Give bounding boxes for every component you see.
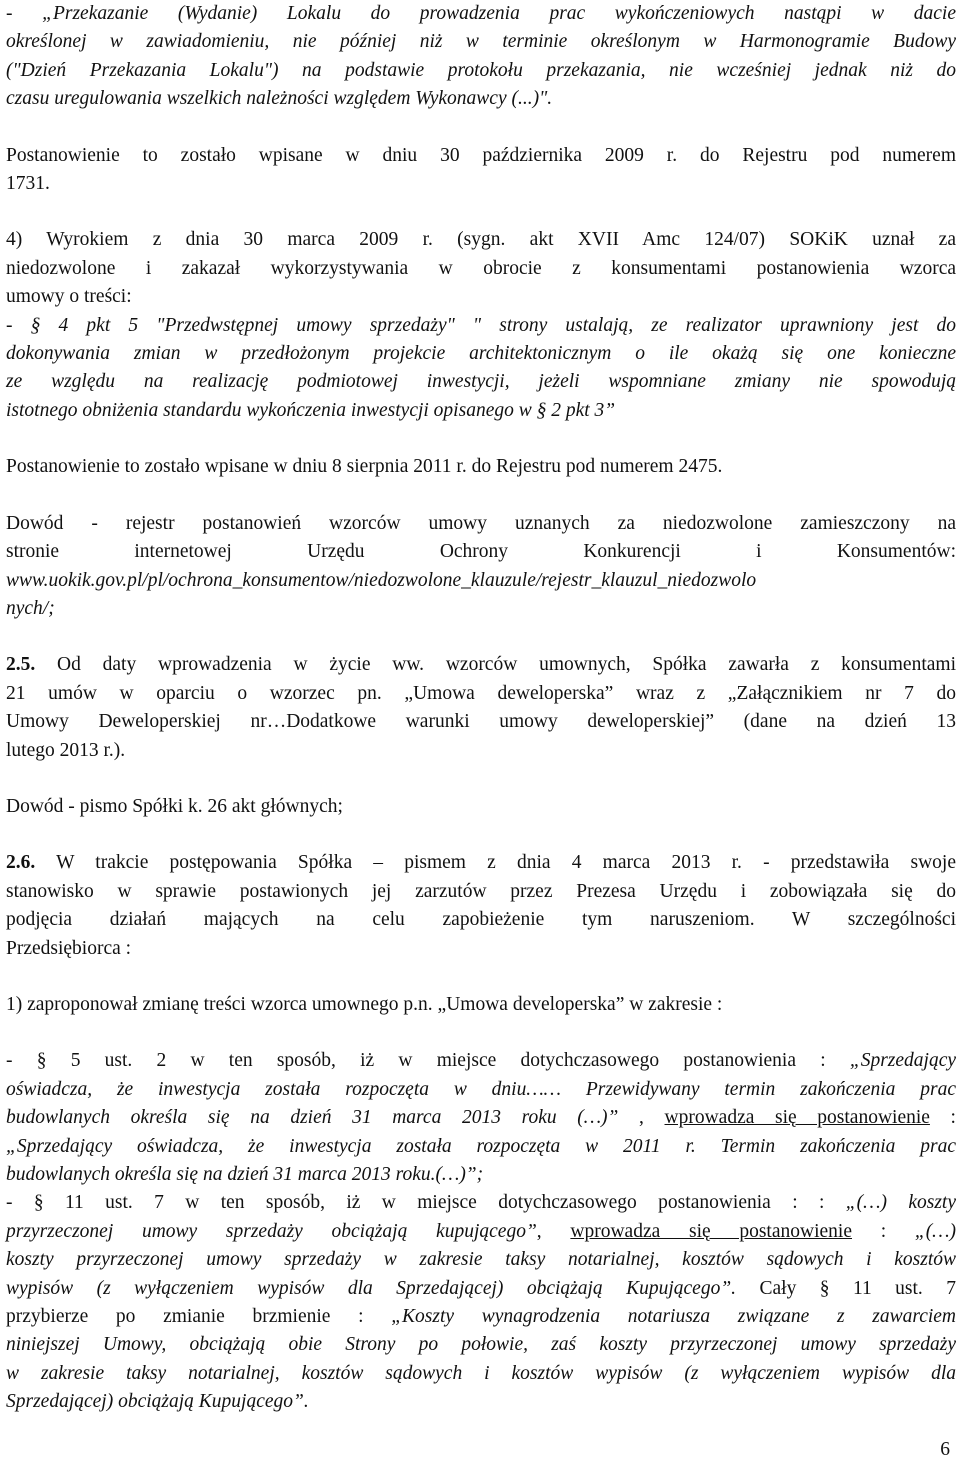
quote-text: § 4 pkt 5 "Przedwstępnej umowy sprzedaży" " strony ustalają, ze realizator uprawniony jest do bbox=[30, 314, 957, 336]
text-line: określonej w zawiadomieniu, nie później niż w terminie określonym w Harmonogramie Budowy bbox=[6, 31, 956, 53]
text-span: Od daty wprowadzenia w życie ww. wzorców umownych, Spółka zawarła z konsumentami bbox=[35, 654, 956, 676]
text-line: Dowód - rejestr postanowień wzorców umowy uznanych za niedozwolone zamieszczony na bbox=[6, 512, 956, 534]
dash-prefix: - bbox=[6, 314, 31, 336]
text-line: stanowisko w sprawie postawionych jej zarzutów przez Prezesa Urzędu i zobowiązała się do bbox=[6, 880, 956, 902]
page-number: 6 bbox=[940, 1439, 950, 1460]
quote-text: „Koszty wynagrodzenia notariusza związane z zawarciem bbox=[391, 1306, 956, 1328]
text-line: budowlanych określa się na dzień 31 marca 2013 roku.(…)”; bbox=[6, 1164, 484, 1185]
text-span: : bbox=[852, 1220, 915, 1242]
text-line bbox=[6, 1104, 956, 1132]
text-line: 4) Wyrokiem z dnia 30 marca 2009 r. (sygn. akt XVII Amc 124/07) SOKiK uznał za bbox=[6, 229, 956, 251]
evidence-company-letter: Dowód - pismo Spółki k. 26 akt głównych; bbox=[6, 795, 343, 817]
judgment-paragraph bbox=[6, 226, 956, 425]
text-line: lutego 2013 r.). bbox=[6, 739, 126, 761]
quote-paragraph-lokal bbox=[6, 0, 956, 114]
text-line: 21 umów w oparciu o wzorzec pn. „Umowa deweloperska” wraz z „Załącznikiem nr 7 do bbox=[6, 682, 956, 704]
text-line bbox=[6, 1303, 956, 1331]
text-line bbox=[6, 1189, 956, 1217]
text-line: w zakresie taksy notarialnej, kosztów sądowych i kosztów wypisów (z wyłączeniem wypisów dla bbox=[6, 1362, 956, 1384]
quote-text: „Sprzedający bbox=[849, 1050, 956, 1072]
proposal-intro: 1) zaproponował zmianę treści wzorca umownego p.n. „Umowa developerska” w zakresie : bbox=[6, 993, 723, 1015]
text-line: Postanowienie to zostało wpisane w dniu 30 października 2009 r. do Rejestru pod numerem bbox=[6, 144, 956, 166]
text-line: niniejszej Umowy, obciążają obie Strony po połowie, zaś koszty przyrzeczonej umowy sprzedaży bbox=[6, 1334, 956, 1356]
document-page bbox=[6, 0, 956, 1417]
text-span: W trakcie postępowania Spółka – pismem z dnia 4 marca 2013 r. - przedstawiła swoje bbox=[35, 852, 956, 874]
text-line: Sprzedającej) obciążają Kupującego”. bbox=[6, 1391, 309, 1413]
quote-text: „(…) bbox=[914, 1220, 957, 1242]
text-line: umowy o treści: bbox=[6, 286, 132, 308]
quote-text: przyrzeczonej umowy sprzedaży obciążają kupującego” bbox=[6, 1220, 537, 1242]
text-span: , bbox=[618, 1107, 665, 1129]
text-line bbox=[6, 312, 956, 340]
section-number: 2.5. bbox=[6, 654, 36, 676]
text-span: przybierze po zmianie brzmienie : bbox=[6, 1306, 392, 1328]
section-2-6 bbox=[6, 849, 956, 963]
section-2-5 bbox=[6, 651, 956, 765]
registry-note-1731 bbox=[6, 142, 956, 199]
section-number: 2.6. bbox=[6, 852, 36, 874]
text-line: podjęcia działań mających na celu zapobieżenie tym naruszeniom. W szczególności bbox=[6, 909, 956, 931]
text-line: dokonywania zmian w przedłożonym projekcie architektonicznym o ile okażą się one konieczne bbox=[6, 343, 956, 365]
text-line bbox=[6, 1047, 956, 1075]
text-span: Cały § 11 ust. 7 bbox=[736, 1277, 956, 1299]
text-span: : bbox=[929, 1107, 956, 1129]
text-span: - § 11 ust. 7 w ten sposób, iż w miejsce dotychczasowego postanowienia : : bbox=[6, 1192, 846, 1214]
text-line bbox=[6, 651, 956, 679]
text-line: Umowy Deweloperskiej nr…Dodatkowe warunki umowy deweloperskiej” (dane na dzień 13 bbox=[6, 711, 956, 733]
text-line bbox=[6, 1275, 956, 1303]
text-line: „Sprzedający oświadcza, że inwestycja została rozpoczęta w 2011 r. Termin zakończenia prac bbox=[6, 1135, 956, 1157]
text-line: oświadcza, że inwestycja została rozpoczęta w dniu…… Przewidywany termin zakończenia prac bbox=[6, 1078, 956, 1100]
text-span: - § 5 ust. 2 w ten sposób, iż w miejsce dotychczasowego postanowienia : bbox=[6, 1050, 850, 1072]
evidence-registry-paragraph bbox=[6, 510, 956, 624]
text-line: ("Dzień Przekazania Lokalu") na podstawie protokołu przekazania, nie wcześniej jednak niż do bbox=[6, 59, 956, 81]
text-line: 1731. bbox=[6, 173, 50, 195]
text-span: , bbox=[536, 1220, 571, 1242]
quote-text: wypisów (z wyłączeniem wypisów dla Sprzedającej) obciążają Kupującego”. bbox=[6, 1277, 737, 1299]
registry-url-cont: nych/; bbox=[6, 597, 55, 619]
text-line: istotnego obniżenia standardu wykończenia inwestycji opisanego w § 2 pkt 3” bbox=[6, 399, 616, 421]
registry-note-2475: Postanowienie to zostało wpisane w dniu 8 sierpnia 2011 r. do Rejestru pod numerem 2475. bbox=[6, 456, 723, 478]
underlined-text: wprowadza się postanowienie bbox=[570, 1220, 852, 1242]
text-line: niedozwolone i zakazał wykorzystywania w obrocie z konsumentami postanowienia wzorca bbox=[6, 257, 956, 279]
text-line: ze względu na realizację podmiotowej inwestycji, jeżeli wspomniane zmiany nie spowodują bbox=[6, 371, 956, 393]
underlined-text: wprowadza się postanowienie bbox=[664, 1107, 930, 1129]
quote-text: budowlanych określa się na dzień 31 marca 2013 roku (…)” bbox=[6, 1107, 619, 1129]
text-line: stronie internetowej Urzędu Ochrony Konkurencji i Konsumentów: bbox=[6, 541, 956, 563]
text-line bbox=[6, 1218, 956, 1246]
text-line: koszty przyrzeczonej umowy sprzedaży w zakresie taksy notarialnej, kosztów sądowych i kosztów bbox=[6, 1249, 956, 1271]
quote-text: „(…) koszty bbox=[845, 1192, 956, 1214]
text-line bbox=[6, 849, 956, 877]
text-line: - „Przekazanie (Wydanie) Lokalu do prowadzenia prac wykończeniowych nastąpi w dacie bbox=[6, 3, 956, 24]
proposed-changes bbox=[6, 1047, 956, 1416]
text-line: Przedsiębiorca : bbox=[6, 937, 132, 959]
text-line: czasu uregulowania wszelkich należności względem Wykonawcy (...)". bbox=[6, 88, 553, 110]
registry-url: www.uokik.gov.pl/pl/ochrona_konsumentow/niedozwolone_klauzule/rejestr_klauzul_niedozwolo bbox=[6, 569, 757, 591]
